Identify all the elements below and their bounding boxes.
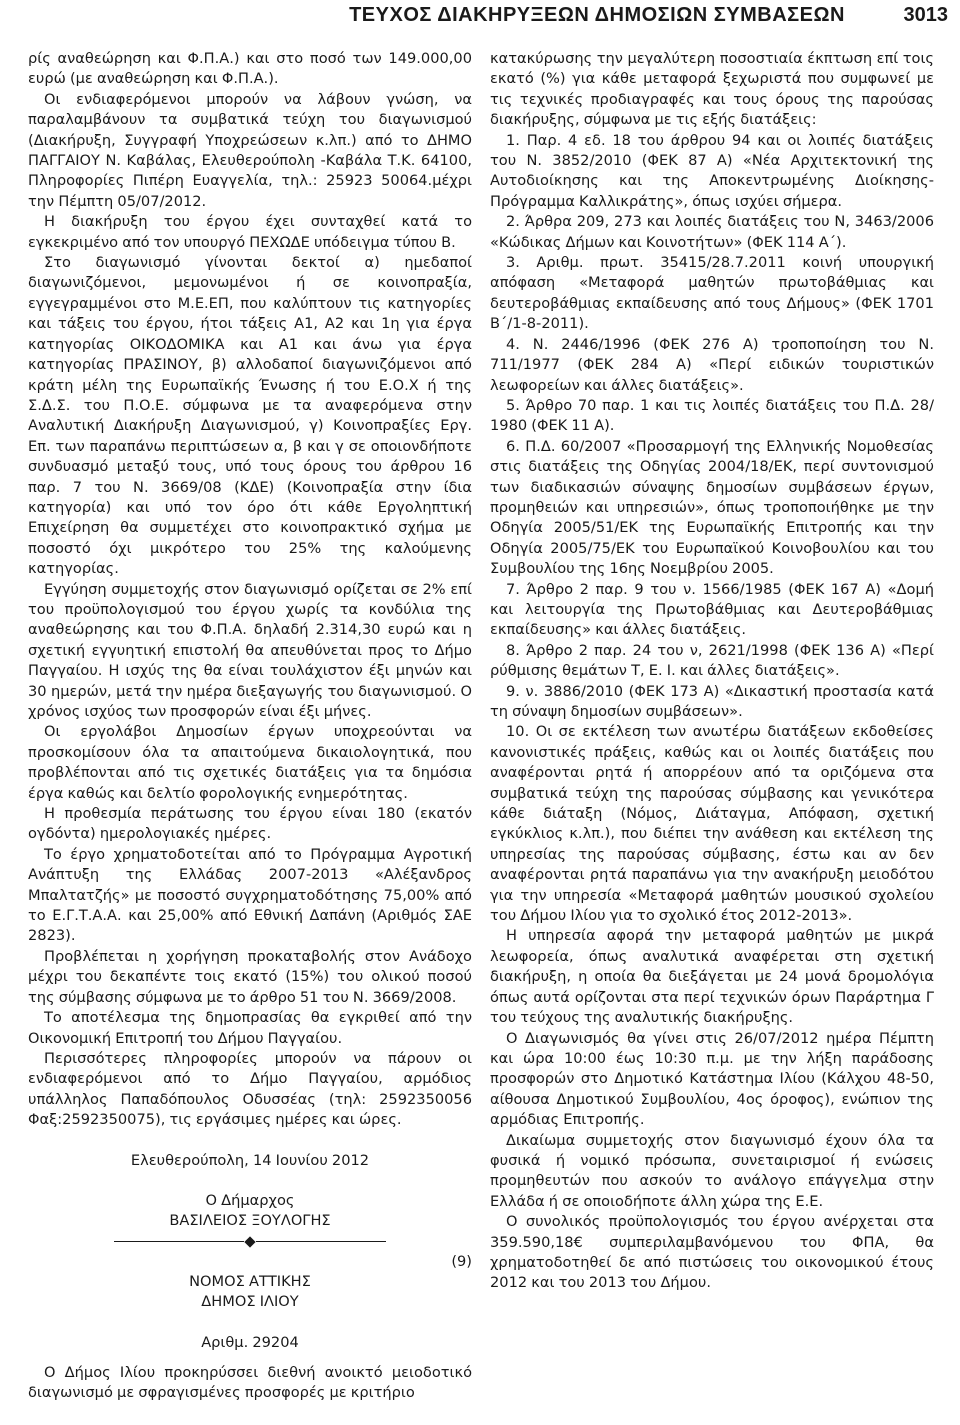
left-column	[28, 49, 472, 1404]
paragraph: Ο Διαγωνισμός θα γίνει στις 26/07/2012 ημέρα Πέμπτη και ώρα 10:00 έως 10:30 π.μ. με την λήξη παράδοσης προσφορών στο Δημοτικό Κατάστημα Ιλίου (Κάλχου 48-50, αίθουσα Δημοτικού Συμβουλίου, 4ος όροφος), ενώπιον της αρμόδιας Επιτροπής.	[490, 1029, 934, 1129]
paragraph: Εγγύηση συμμετοχής στον διαγωνισμό ορίζεται σε 2% επί του προϋπολογισμού του έργου χωρίς τα κονδύλια της αναθεώρησης και του Φ.Π.Α. δηλαδή 2.314,30 ευρώ και η σχετική εγγυητική επιστολή θα απευθύνεται προς το Δήμο Παγγαίου. Η ισχύς της θα είναι τουλάχιστον έξι μηνών και 30 ημερών, μετά την ημέρα διεξαγωγής του διαγωνισμού. Ο χρόνος ισχύος των προσφορών είναι έξι μήνες.	[28, 580, 472, 720]
paragraph: Στο διαγωνισμό γίνονται δεκτοί α) ημεδαποί διαγωνιζόμενοι, μεμονωμένοι ή σε κοινοπραξία, εγγεγραμμένοι στο Μ.Ε.ΕΠ, που καλύπτουν τις κατηγορίες και τάξεις του έργου, ήτοι τάξεις Α1, Α2 και 1η για έργα κατηγορίας ΟΙΚΟΔΟΜΙΚΑ και Α1 και άνω για έργα κατηγορίας ΠΡΑΣΙΝΟΥ, β) αλλοδαποί διαγωνιζόμενοι από κράτη μέλη της Ευρωπαϊκής Ένωσης ή του Ε.Ο.Χ ή της Σ.Δ.Σ. του Π.Ο.Ε. σύμφωνα με τα αναφερόμενα στην Αναλυτική Διακήρυξη Διαγωνισμού, γ) Κοινοπραξίες Εργ. Επ. των παραπάνω περιπτώσεων α, β και γ σε οποιονδήποτε συνδυασμό μεταξύ τους, υπό τους όρους του άρθρου 16 παρ. 7 του Ν. 3669/08 (ΚΔΕ) (Κοινοπραξία στην ίδια κατηγορία) και υπό τον όρο ότι κάθε Εργοληπτική Επιχείρηση θα συμμετέχει στο κοινοπρακτικό σχήμα με ποσοστό όχι μικρότερο του 25% της καλούμενης κατηγορίας.	[28, 254, 472, 578]
paragraph: Οι εργολάβοι Δημοσίων έργων υποχρεούνται να προσκομίσουν όλα τα απαιτούμενα δικαιολογητικά, που προβλέπονται από τις σχετικές διατάξεις για τα δημόσια έργα καθώς και δελτίο φορολογικής ενημερότητας.	[28, 723, 472, 802]
notice-header	[28, 1252, 472, 1353]
paragraph: Η προθεσμία περάτωσης του έργου είναι 180 (εκατόν ογδόντα) ημερολογιακές ημέρες.	[28, 805, 472, 843]
protocol-number: Αριθμ. 29204	[201, 1333, 299, 1351]
paragraph: 8. Άρθρο 2 παρ. 24 του ν, 2621/1998 (ΦΕΚ 136 Α) «Περί ρύθμισης θεμάτων Τ, Ε. Ι. και άλλες διατάξεις».	[490, 641, 934, 680]
paragraph: Η υπηρεσία αφορά την μεταφορά μαθητών με μικρά λεωφορεία, όπως αναλυτικά αναφέρεται στη σχετική διακήρυξη, η οποία θα διεξάγεται με 24 μονά δρομολόγια όπως αυτά ορίζονται στα περί τεχνικών όρων Παράρτημα Γ του τεύχους της αναλυτικής διακήρυξης.	[490, 927, 934, 1027]
paragraph: 3. Αριθμ. πρωτ. 35415/28.7.2011 κοινή υπουργική απόφαση «Μεταφορά μαθητών πρωτοβάθμιας και δευτεροβάθμιας εκπαίδευσης από τους Δήμους» (ΦΕΚ 1701 Β΄/1-8-2011).	[490, 254, 934, 333]
notice-number: (9)	[451, 1252, 472, 1270]
paragraph: Η διακήρυξη του έργου έχει συνταχθεί κατά το εγκεκριμένο από τον υπουργό ΠΕΧΩΔΕ υπόδειγμα τύπου Β.	[28, 213, 472, 251]
paragraph: 1. Παρ. 4 εδ. 18 του άρθρου 94 και οι λοιπές διατάξεις του Ν. 3852/2010 (ΦΕΚ 87 Α) «Νέα Αρχιτεκτονική της Αυτοδιοίκησης και της Αποκεντρωμένης Διοίκησης-Πρόγραμμα Καλλικράτης», όπως ισχύει σήμερα.	[490, 131, 934, 210]
paragraph: Προβλέπεται η χορήγηση προκαταβολής στον Ανάδοχο μέχρι του δεκαπέντε τοις εκατό (15%) του ολικού ποσού της σύμβασης σύμφωνα με το άρθρο 51 του Ν. 3669/2008.	[28, 947, 472, 1006]
section-separator	[28, 1238, 472, 1246]
page-header	[0, 0, 960, 44]
paragraph: 2. Άρθρα 209, 273 και λοιπές διατάξεις του Ν, 3463/2006 «Κώδικας Δήμων και Κοινοτήτων» (ΦΕΚ 114 Α΄).	[490, 213, 934, 251]
paragraph: Δικαίωμα συμμετοχής στον διαγωνισμό έχουν όλα τα φυσικά ή νομικό πρόσωπα, συνεταιρισμοί ή ενώσεις προμηθευτών που ασκούν το ανάλογο επάγγελμα στην Ελλάδα ή σε οποιοδήποτε άλλη χώρα της Ε.Ε.	[490, 1131, 934, 1210]
paragraph: 7. Άρθρο 2 παρ. 9 του ν. 1566/1985 (ΦΕΚ 167 Α) «Δομή και λειτουργία της Πρωτοβάθμιας και Δευτεροβάθμιας εκπαίδευσης» και άλλες διατάξεις.	[490, 580, 934, 639]
paragraph: Ο συνολικός προϋπολογισμός του έργου ανέρχεται στα 359.590,18€ συμπεριλαμβανόμενου του ΦΠΑ, θα χρηματοδοτηθεί δε από πιστώσεις του οικονομικού έτους 2012 και του 2013 του Δήμου.	[490, 1213, 934, 1292]
signatory-name: ΒΑΣΙΛΕΙΟΣ ΞΟΥΛΟΓΗΣ	[169, 1212, 331, 1230]
prefecture: ΝΟΜΟΣ ΑΤΤΙΚΗΣ	[189, 1272, 311, 1290]
signatory-title: Ο Δήμαρχος	[205, 1191, 295, 1209]
paragraph: 5. Άρθρο 70 παρ. 1 και τις λοιπές διατάξεις του Π.Δ. 28/ 1980 (ΦΕΚ 11 Α).	[490, 396, 934, 435]
paragraph: Ο Δήμος Ιλίου προκηρύσσει διεθνή ανοικτό μειοδοτικό διαγωνισμό με σφραγισμένες προσφορές με κριτήριο	[28, 1363, 472, 1402]
municipality: ΔΗΜΟΣ ΙΛΙΟΥ	[201, 1293, 299, 1311]
paragraph: Περισσότερες πληροφορίες μπορούν να πάρουν οι ενδιαφερόμενοι από το Δήμο Παγγαίου, αρμόδιος υπάλληλος Παπαδόπουλος Οδυσσέας (τηλ: 2592350056 Φαξ:2592350075), τις εργάσιμες ημέρες και ώρες.	[28, 1049, 472, 1129]
publication-title: ΤΕΥΧΟΣ ΔΙΑΚΗΡΥΞΕΩΝ ΔΗΜΟΣΙΩΝ ΣΥΜΒΑΣΕΩΝ	[349, 4, 845, 26]
paragraph: 4. Ν. 2446/1996 (ΦΕΚ 276 Α) τροποποίηση του Ν. 711/1977 (ΦΕΚ 284 Α) «Περί ειδικών τουριστικών λεωφορείων και άλλες διατάξεις».	[490, 335, 934, 394]
paragraph: ρίς αναθεώρηση και Φ.Π.Α.) και στο ποσό των 149.000,00 ευρώ (με αναθεώρηση και Φ.Π.Α.).	[28, 50, 472, 88]
paragraph: κατακύρωσης την μεγαλύτερη ποσοστιαία έκπτωση επί τοις εκατό (%) για κάθε μεταφορά ξεχωριστά που συμφωνεί με τις τεχνικές προδιαγραφές και τους όρους της παρούσας διακήρυξης, σύμφωνα με τις εξής διατάξεις:	[490, 50, 934, 129]
page-number: 3013	[903, 4, 948, 26]
paragraph: Οι ενδιαφερόμενοι μπορούν να λάβουν γνώση, να παραλαμβάνουν τα συμβατικά τεύχη του διαγωνισμού (Διακήρυξη, Συγγραφή Υποχρεώσεων κ.λπ.) από το ΔΗΜΟ ΠΑΓΓΑΙΟΥ Ν. Καβάλας, Ελευθερούπολη -Καβάλα Τ.Κ. 64100, Πληροφορίες Πιπέρη Ευαγγελία, τηλ.: 25923 50064.μέχρι την Πέμπτη 05/07/2012.	[28, 90, 472, 210]
paragraph: Το αποτέλεσμα της δημοπρασίας θα εγκριθεί από την Οικονομική Επιτροπή του Δήμου Παγγαίου.	[28, 1009, 472, 1047]
place-date: Ελευθερούπολη, 14 Ιουνίου 2012	[130, 1151, 370, 1169]
paragraph: 6. Π.Δ. 60/2007 «Προσαρμογή της Ελληνικής Νομοθεσίας στις διατάξεις της Οδηγίας 2004/18/ΕΚ, περί συντονισμού των διαδικασιών σύναψης δημοσίων συμβάσεων έργων, προμηθειών και υπηρεσιών», όπως τροποποιήθηκε με την Οδηγία 2005/51/ΕΚ της Ευρωπαϊκής Επιτροπής και την Οδηγία 2005/75/ΕΚ του Ευρωπαϊκού Κοινοβουλίου και του Συμβουλίου της 16ης Νοεμβρίου 2005.	[490, 437, 934, 578]
right-column	[490, 49, 934, 1294]
paragraph: 9. ν. 3886/2010 (ΦΕΚ 173 Α) «Δικαστική προστασία κατά τη σύναψη δημοσίων συμβάσεων».	[490, 682, 934, 720]
diamond-icon	[244, 1236, 255, 1247]
paragraph: Το έργο χρηματοδοτείται από το Πρόγραμμα Αγροτική Ανάπτυξη της Ελλάδας 2007-2013 «Αλέξανδρος Μπαλτατζής» με ποσοστό συγχρηματοδότησης 75,00% από το Ε.Γ.Τ.Α.Α. και 25,00% από Εθνική Δαπάνη (Αριθμός ΣΑΕ 2823).	[28, 845, 472, 945]
paragraph: 10. Οι σε εκτέλεση των ανωτέρω διατάξεων εκδοθείσες κανονιστικές πράξεις, καθώς και οι λοιπές διατάξεις που αναφέρονται ρητά ή απορρέουν από τα οριζόμενα στα συμβατικά τεύχη της παρούσας σύμβασης και γενικότερα κάθε διάταξη (Νόμος, Διάταγμα, Απόφαση, σχετική εγκύκλιος κ.λπ.), που διέπει την ανάθεση και εκτέλεση της υπηρεσίας της παρούσας σύμβασης, έστω και αν δεν αναφέρονται ρητά παραπάνω για την ανακήρυξη μειοδότου για την υπηρεσία «Μεταφορά μαθητών μουσικού σχολείου του Δήμου Ιλίου για το σχολικό έτος 2012-2013».	[490, 723, 934, 925]
